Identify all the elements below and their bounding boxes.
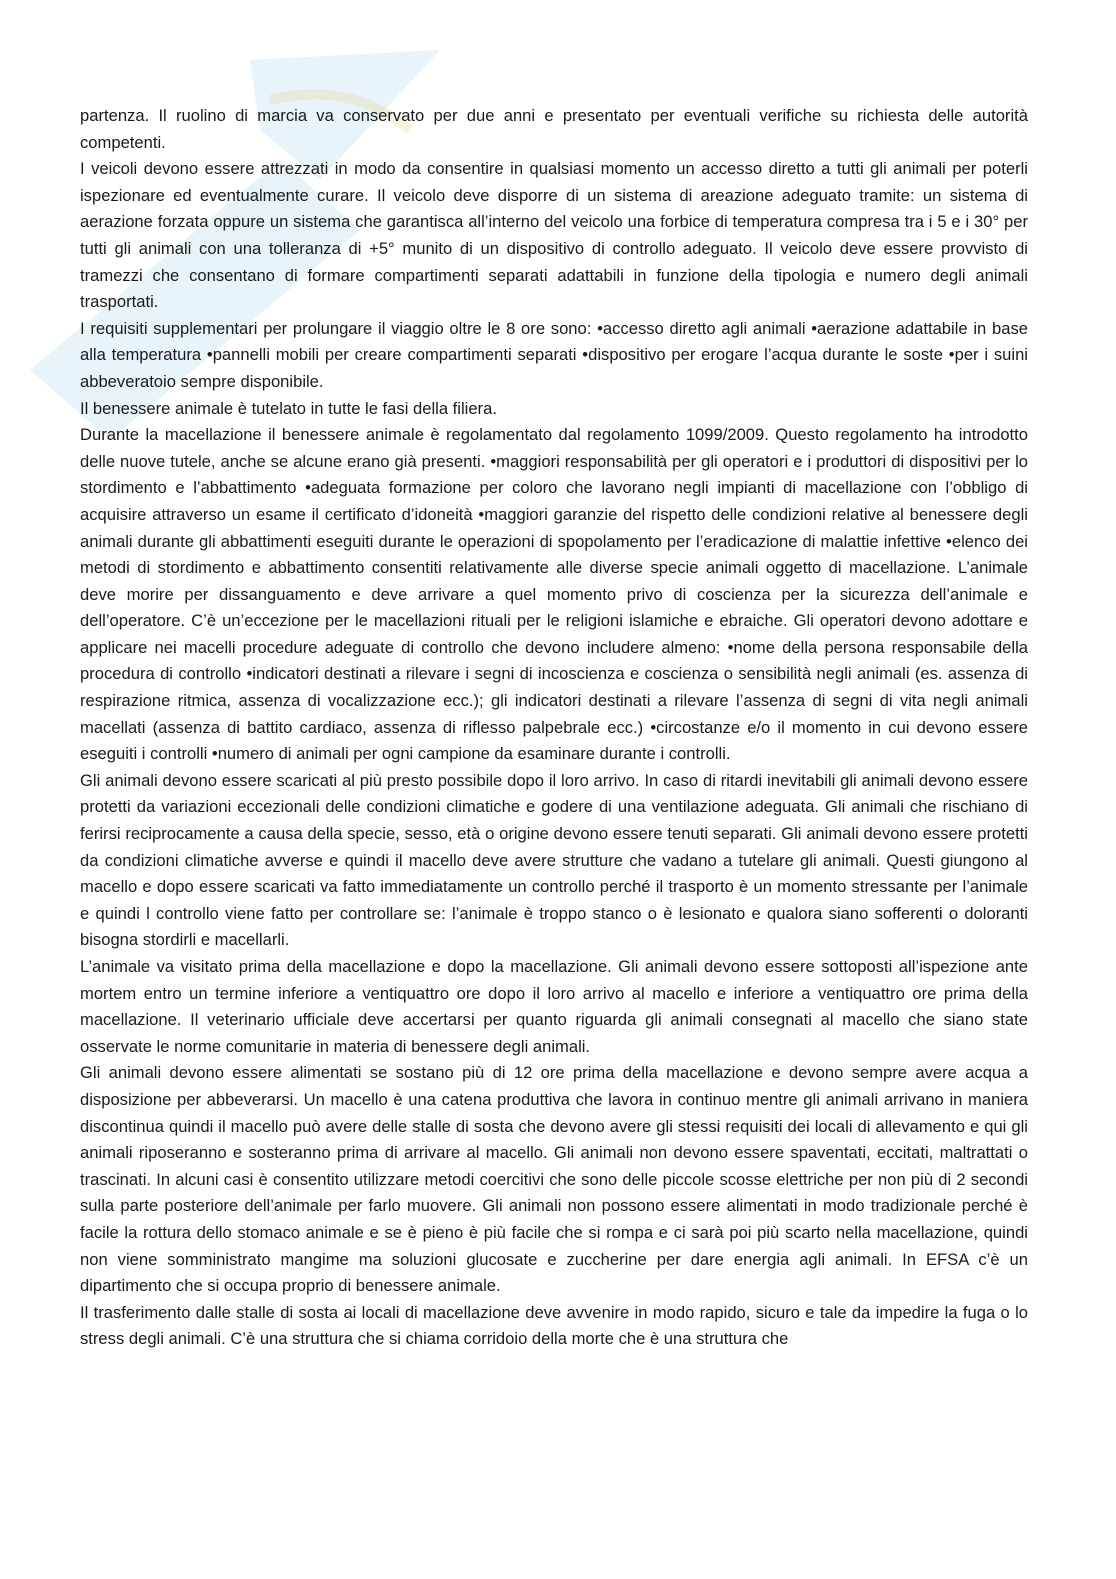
paragraph: Il trasferimento dalle stalle di sosta ai locali di macellazione deve avvenire in modo rapido, sicuro e tale da impedire la fuga o lo stress degli animali. C’è una struttura che si chiama corridoio della morte che è una struttura che xyxy=(80,1302,1028,1349)
document-body xyxy=(80,103,1028,1353)
paragraph: I veicoli devono essere attrezzati in modo da consentire in qualsiasi momento un accesso diretto a tutti gli animali per poterli ispezionare ed eventualmente curare. Il veicolo deve disporre di un sistema di areazione adeguato tramite: un sistema di aerazione forzata oppure un sistema che garantisca all’interno del veicolo una forbice di temperatura compresa tra i 5 e i 30° per tutti gli animali con una tolleranza di +5° munito di un dispositivo di controllo adeguato. Il veicolo deve essere provvisto di tramezzi che consentano di formare compartimenti separati adattabili in funzione della tipologia e numero degli animali trasportati. xyxy=(80,159,1028,312)
paragraph: Durante la macellazione il benessere animale è regolamentato dal regolamento 1099/2009. Questo regolamento ha introdotto delle nuove tutele, anche se alcune erano già presenti. •maggiori responsabilità per gli operatori e i produttori di dispositivi per lo stordimento e l’abbattimento •adeguata formazione per coloro che lavorano negli impianti di macellazione con l’obbligo di acquisire attraverso un esame il certificato d’idoneità •maggiori garanzie del rispetto delle condizioni relative al benessere degli animali durante gli abbattimenti eseguiti durante le operazioni di spopolamento per l’eradicazione di malattie infettive •elenco dei metodi di stordimento e abbattimento consentiti relativamente alle diverse specie animali oggetto di macellazione. L’animale deve morire per dissanguamento e deve arrivare a quel momento privo di coscienza per la sicurezza dell’animale e dell’operatore. C’è un’eccezione per le macellazioni rituali per le religioni islamiche e ebraiche. Gli operatori devono adottare e applicare nei macelli procedure adeguate di controllo che devono includere almeno: •nome della persona responsabile della procedura di controllo •indicatori destinati a rilevare i segni di incoscienza e coscienza o sensibilità negli animali (es. assenza di respirazione ritmica, assenza di vocalizzazione ecc.); gli indicatori destinati a rilevare l’assenza di segni di vita negli animali macellati (assenza di battito cardiaco, assenza di riflesso palpebrale ecc.) •circostanze e/o il momento in cui devono essere eseguiti i controlli •numero di animali per ogni campione da esaminare durante i controlli. xyxy=(80,425,1028,764)
paragraph: I requisiti supplementari per prolungare il viaggio oltre le 8 ore sono: •accesso diretto agli animali •aerazione adattabile in base alla temperatura •pannelli mobili per creare compartimenti separati •dispositivo per erogare l’acqua durante le soste •per i suini abbeveratoio sempre disponibile. xyxy=(80,318,1028,391)
paragraph: Gli animali devono essere scaricati al più presto possibile dopo il loro arrivo. In caso di ritardi inevitabili gli animali devono essere protetti da variazioni eccezionali delle condizioni climatiche e godere di una ventilazione adeguata. Gli animali che rischiano di ferirsi reciprocamente a causa della specie, sesso, età o origine devono essere tenuti separati. Gli animali devono essere protetti da condizioni climatiche avverse e quindi il macello deve avere strutture che vadano a tutelare gli animali. Questi giungono al macello e dopo essere scaricati va fatto immediatamente un controllo perché il trasporto è un momento stressante per l’animale e quindi l controllo viene fatto per controllare se: l’animale è troppo stanco o è lesionato e qualora siano sofferenti o doloranti bisogna stordirli e macellarli. xyxy=(80,770,1028,950)
paragraph: partenza. Il ruolino di marcia va conservato per due anni e presentato per eventuali verifiche su richiesta delle autorità competenti. xyxy=(80,106,1028,152)
paragraph: L’animale va visitato prima della macellazione e dopo la macellazione. Gli animali devono essere sottoposti all’ispezione ante mortem entro un termine inferiore a ventiquattro ore dopo il loro arrivo al macello e inferiore a ventiquattro ore prima della macellazione. Il veterinario ufficiale deve accertarsi per quanto riguarda gli animali consegnati al macello che siano state osservate le norme comunitarie in materia di benessere degli animali. xyxy=(80,957,1028,1056)
paragraph: Gli animali devono essere alimentati se sostano più di 12 ore prima della macellazione e devono sempre avere acqua a disposizione per abbeverarsi. Un macello è una catena produttiva che lavora in continuo mentre gli animali arrivano in maniera discontinua quindi il macello può avere delle stalle di sosta che devono avere gli stessi requisiti dei locali di allevamento e qui gli animali riposeranno e sosteranno prima di arrivare al macello. Gli animali non devono essere spaventati, eccitati, maltrattati o trascinati. In alcuni casi è consentito utilizzare metodi coercitivi che sono delle piccole scosse elettriche per non più di 2 secondi sulla parte posteriore dell’animale per farlo muovere. Gli animali non possono essere alimentati in modo tradizionale perché è facile la rottura dello stomaco animale e se è pieno è più facile che si rompa e ci sarà poi più scarto nella macellazione, quindi non viene somministrato mangime ma soluzioni glucosate e zuccherine per dare energia agli animali. In EFSA c’è un dipartimento che si occupa proprio di benessere animale. xyxy=(80,1063,1028,1296)
paragraph: Il benessere animale è tutelato in tutte le fasi della filiera. xyxy=(80,398,497,418)
